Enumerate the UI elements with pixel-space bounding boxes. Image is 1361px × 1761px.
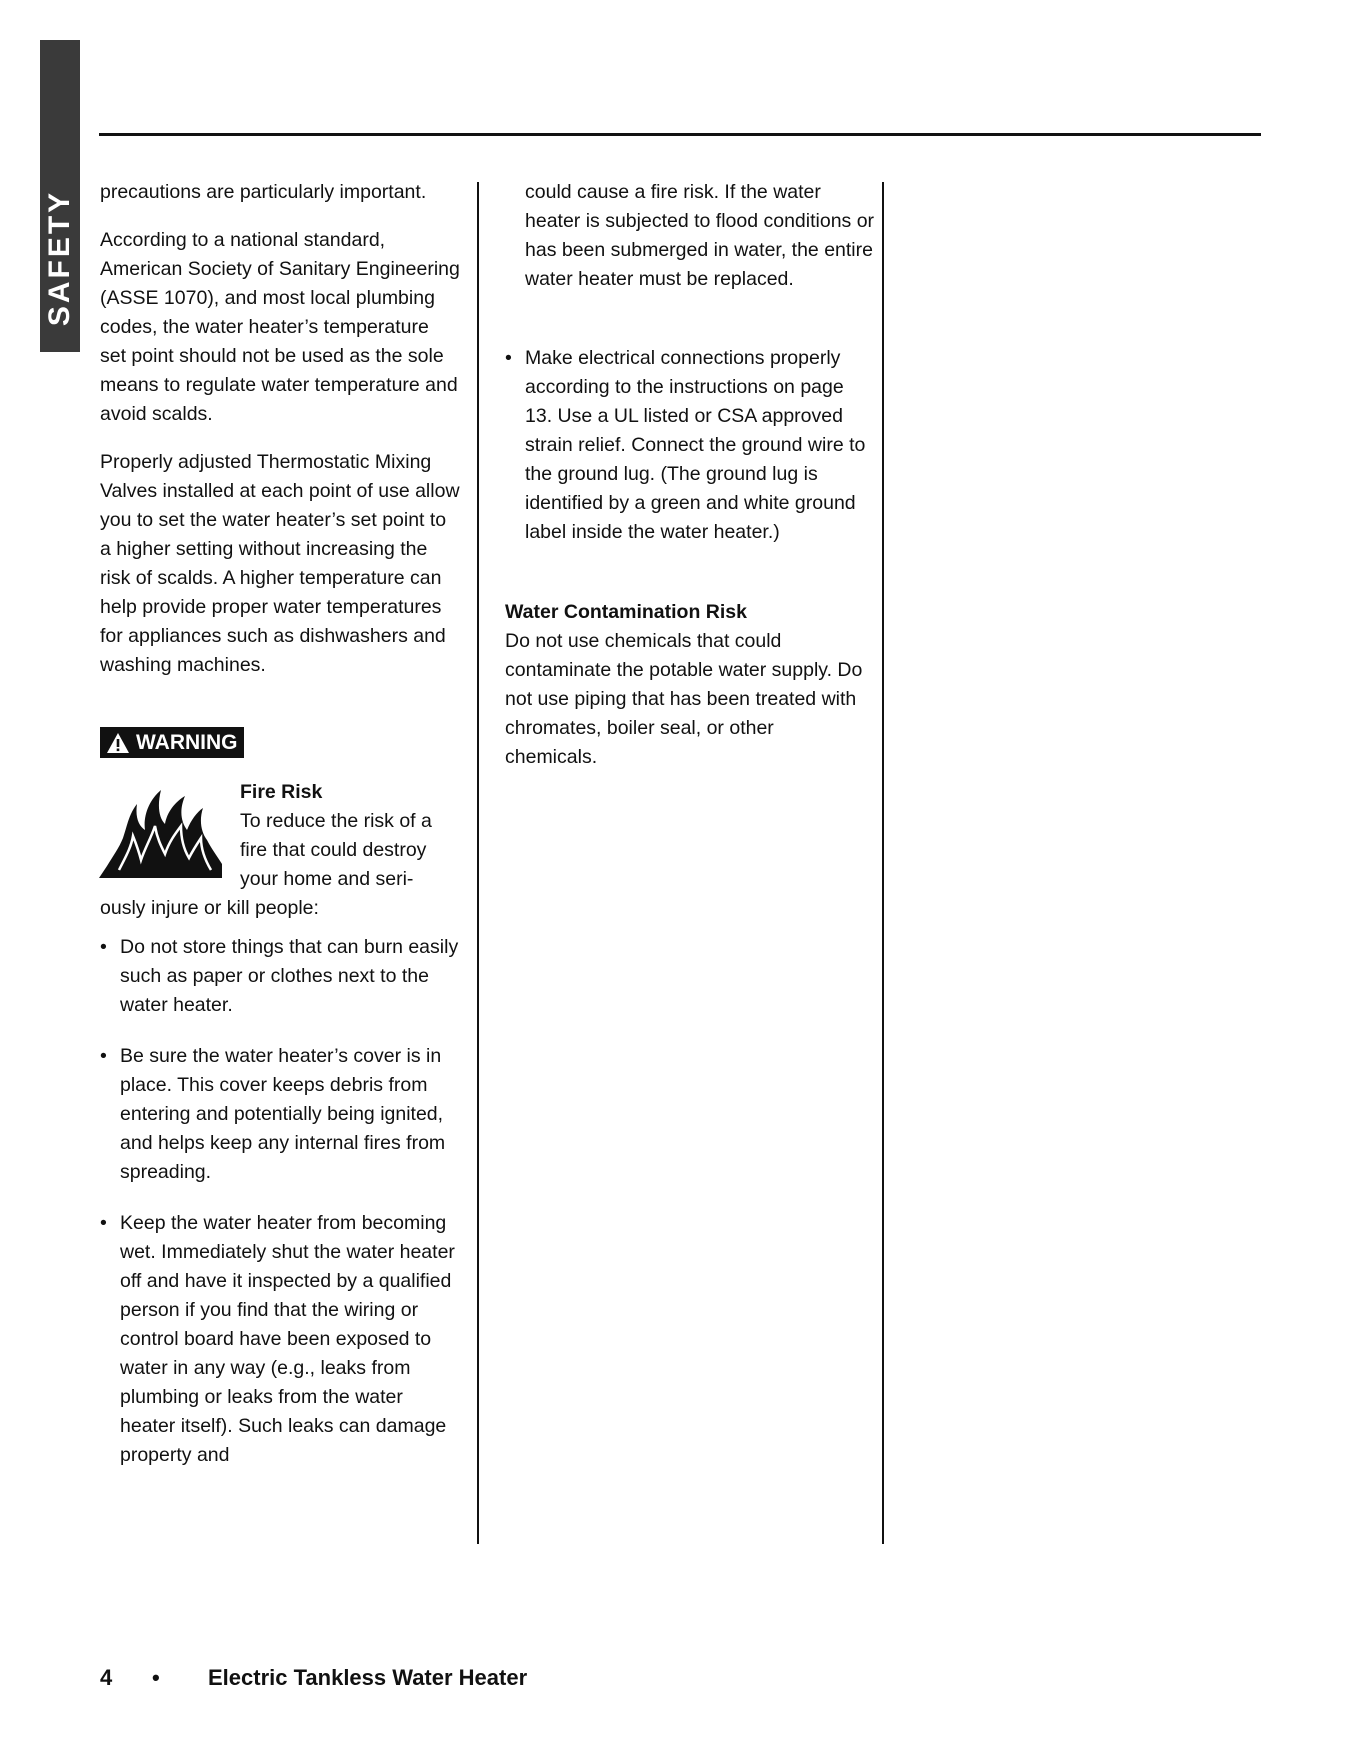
section-tab <box>40 40 80 352</box>
column-1-text <box>100 178 460 699</box>
column-divider-right <box>882 182 884 1544</box>
paragraph-precautions: precautions are particularly important. <box>100 181 427 203</box>
bullet-cover-in-place: • Be sure the water heater’s cover is in place. This cover keeps debris from entering and potentially being ignited, and helps keep any internal fires from spreading. <box>100 1042 460 1187</box>
bullet-keep-dry-continued: could cause a fire risk. If the water heater is subjected to flood conditions or has been submerged in water, the entire water heater must be replaced. <box>525 181 875 290</box>
warning-badge <box>100 727 244 758</box>
page-number: 4 <box>100 1665 113 1690</box>
section-tab-label: SAFETY <box>43 189 76 327</box>
list-item <box>100 933 460 1020</box>
paragraph-mixing-valves: Properly adjusted Thermostatic Mixing Valves installed at each point of use allow you to set the water heater’s set point to a higher setting without increasing the risk of scalds. A higher temperature can help provide proper water temperatures for appliances such as dishwashers and washing machines. <box>100 451 460 676</box>
list-item <box>505 344 875 547</box>
water-contamination-title: Water Contamination Risk <box>505 601 747 623</box>
fire-icon <box>99 786 222 878</box>
list-item <box>100 1209 460 1470</box>
water-contamination-body: Do not use chemicals that could contaminate the potable water supply. Do not use piping that has been treated with chromates, boiler seal, or other chemicals. <box>505 630 863 768</box>
page-footer <box>100 1665 527 1691</box>
bullet-store-things: • Do not store things that can burn easily such as paper or clothes next to the water heater. <box>100 933 460 1020</box>
fire-risk-title: Fire Risk <box>240 781 323 803</box>
fire-risk-intro-continued: ously injure or kill people: <box>100 897 319 919</box>
list-item <box>100 1042 460 1187</box>
paragraph-national-standard: According to a national standard, American Society of Sanitary Engineering (ASSE 1070), and most local plumbing codes, the water heater’s temperature set point should not be used as the sole means to regulate water temperature and avoid scalds. <box>100 229 460 425</box>
fire-risk-intro: To reduce the risk of a fire that could destroy your home and seri- <box>240 810 432 890</box>
column-divider-left <box>477 182 479 1544</box>
bullet-keep-dry: • Keep the water heater from becoming wet. Immediately shut the water heater off and have it inspected by a qualified person if you find that the wiring or control board have been exposed to water in any way (e.g., leaks from plumbing or leaks from the water heater itself). Such leaks can damage property and <box>100 1209 460 1470</box>
warning-label: WARNING <box>136 731 238 754</box>
document-title: Electric Tankless Water Heater <box>208 1665 528 1690</box>
warning-triangle-icon <box>106 732 130 754</box>
header-rule <box>99 133 1261 136</box>
bullet-electrical-connections: • Make electrical connections properly according to the instructions on page 13. Use a UL listed or CSA approved strain relief. Connect the ground wire to the ground lug. (The ground lug is identified by a green and white ground label inside the water heater.) <box>505 344 875 547</box>
footer-separator: • <box>152 1665 160 1690</box>
